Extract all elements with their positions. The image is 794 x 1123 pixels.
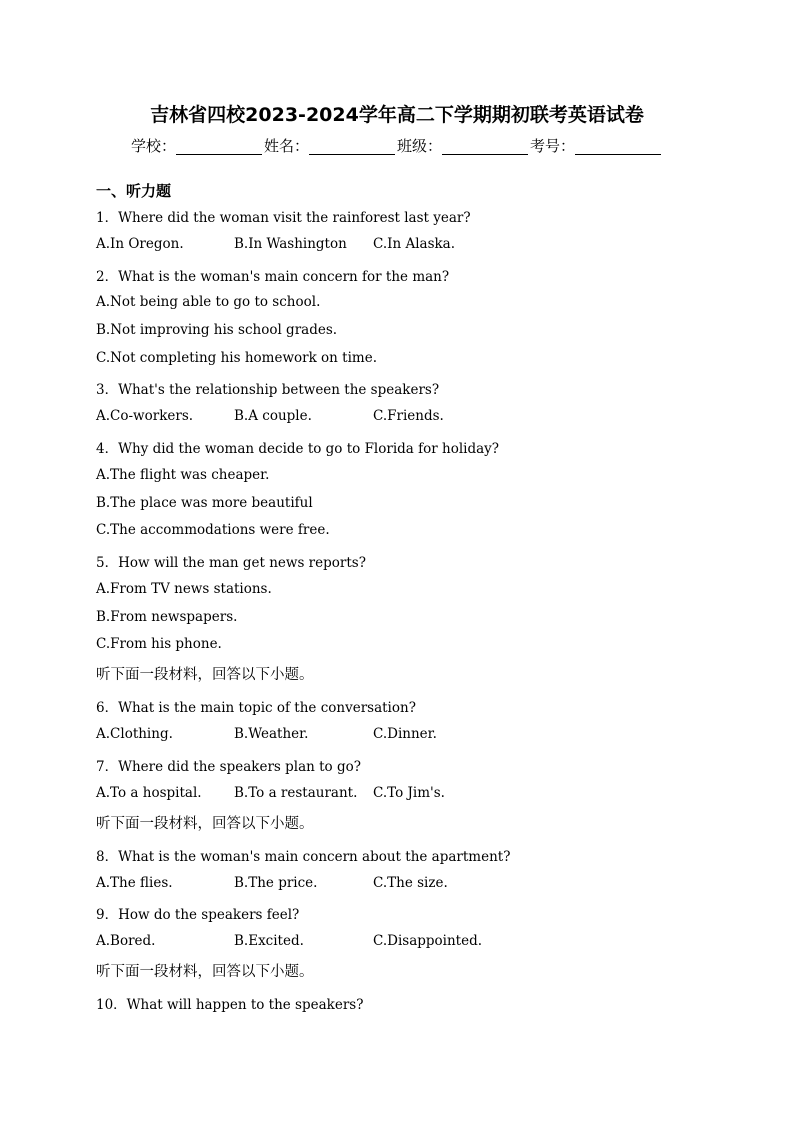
number-label: 考号： — [530, 137, 576, 155]
q5-option-c: C.From his phone. — [96, 636, 222, 652]
q1-option-a: A.In Oregon. — [96, 236, 184, 252]
school-label: 学校： — [130, 137, 176, 155]
question-6: 6．What is the main topic of the conversation? — [96, 700, 416, 716]
q4-option-a: A.The flight was cheaper. — [96, 467, 270, 483]
class-label: 班级： — [397, 137, 443, 155]
listen-instruction-1: 听下面一段材料，回答以下小题。 — [96, 667, 314, 683]
q3-option-b: B.A couple. — [234, 408, 312, 424]
q2-option-b: B.Not improving his school grades. — [96, 322, 338, 338]
class-blank — [442, 138, 528, 155]
listen-instruction-3: 听下面一段材料，回答以下小题。 — [96, 964, 314, 980]
school-blank — [176, 138, 262, 155]
q8-option-b: B.The price. — [234, 875, 318, 891]
q9-option-b: B.Excited. — [234, 933, 304, 949]
section-heading: 一、听力题 — [96, 182, 172, 200]
q8-option-c: C.The size. — [373, 875, 448, 891]
listen-instruction-2: 听下面一段材料，回答以下小题。 — [96, 816, 314, 832]
student-info-line — [0, 134, 794, 158]
q2-option-c: C.Not completing his homework on time. — [96, 350, 377, 366]
q9-option-a: A.Bored. — [96, 933, 156, 949]
q2-option-a: A.Not being able to go to school. — [96, 294, 321, 310]
q4-option-b: B.The place was more beautiful — [96, 495, 313, 511]
q4-option-c: C.The accommodations were free. — [96, 522, 330, 538]
q7-option-c: C.To Jim's. — [373, 785, 445, 801]
q6-option-c: C.Dinner. — [373, 726, 437, 742]
exam-title: 吉林省四校2023-2024学年高二下学期期初联考英语试卷 — [150, 104, 644, 126]
q1-option-c: C.In Alaska. — [373, 236, 456, 252]
question-2: 2．What is the woman's main concern for the man? — [96, 269, 450, 285]
question-5: 5．How will the man get news reports? — [96, 555, 366, 571]
question-8: 8．What is the woman's main concern about the apartment? — [96, 849, 511, 865]
name-blank — [309, 138, 395, 155]
question-7: 7．Where did the speakers plan to go? — [96, 759, 361, 775]
q6-option-b: B.Weather. — [234, 726, 309, 742]
q9-option-c: C.Disappointed. — [373, 933, 483, 949]
question-1: 1．Where did the woman visit the rainforest last year? — [96, 210, 471, 226]
q3-option-c: C.Friends. — [373, 408, 444, 424]
question-4: 4．Why did the woman decide to go to Florida for holiday? — [96, 441, 500, 457]
question-10: 10．What will happen to the speakers? — [96, 997, 364, 1013]
q7-option-b: B.To a restaurant. — [234, 785, 358, 801]
q8-option-a: A.The flies. — [96, 875, 173, 891]
q3-option-a: A.Co-workers. — [96, 408, 194, 424]
number-blank — [575, 138, 661, 155]
question-3: 3．What's the relationship between the speakers? — [96, 382, 440, 398]
q6-option-a: A.Clothing. — [96, 726, 173, 742]
q1-option-b: B.In Washington — [234, 236, 347, 252]
q7-option-a: A.To a hospital. — [96, 785, 202, 801]
name-label: 姓名： — [263, 137, 309, 155]
question-9: 9．How do the speakers feel? — [96, 907, 300, 923]
q5-option-b: B.From newspapers. — [96, 609, 238, 625]
q5-option-a: A.From TV news stations. — [96, 581, 272, 597]
